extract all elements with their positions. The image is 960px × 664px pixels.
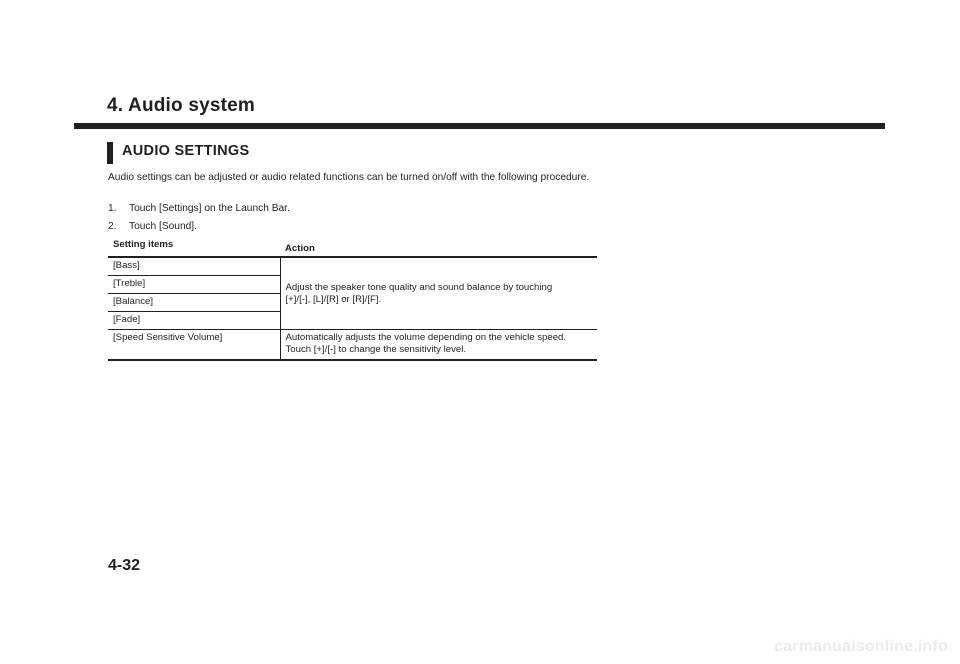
action-text-line: Touch [+]/[-] to change the sensitivity level. bbox=[285, 344, 467, 355]
table-row bbox=[108, 330, 597, 361]
intro-paragraph: Audio settings can be adjusted or audio related functions can be turned on/off with the following procedure. bbox=[108, 172, 590, 183]
step-text: Touch [Sound]. bbox=[129, 221, 197, 232]
step-number: 2. bbox=[108, 221, 117, 232]
watermark: carmanualsonline.info bbox=[773, 638, 948, 655]
table-header-row bbox=[108, 237, 597, 257]
setting-item-treble: [Treble] bbox=[108, 276, 280, 294]
step-item bbox=[108, 220, 197, 234]
setting-item-balance: [Balance] bbox=[108, 294, 280, 312]
action-text-line: [+]/[-], [L]/[R] or [R]/[F]. bbox=[285, 293, 382, 305]
header-setting-items: Setting items bbox=[108, 237, 280, 257]
setting-item-fade: [Fade] bbox=[108, 312, 280, 330]
setting-item-bass: [Bass] bbox=[108, 257, 280, 276]
section-marker-bar bbox=[107, 142, 113, 164]
settings-table bbox=[108, 237, 597, 361]
chapter-divider bbox=[74, 123, 885, 129]
header-action: Action bbox=[280, 237, 597, 257]
action-text-line: Adjust the speaker tone quality and sound balance by touching bbox=[285, 281, 553, 293]
step-item bbox=[108, 202, 290, 216]
chapter-title: 4. Audio system bbox=[107, 95, 256, 116]
action-text-line: Automatically adjusts the volume depending on the vehicle speed. bbox=[285, 332, 567, 343]
page-number: 4-32 bbox=[108, 557, 141, 574]
action-speaker-tone bbox=[280, 257, 597, 330]
setting-item-speed-sensitive-volume: [Speed Sensitive Volume] bbox=[108, 330, 280, 361]
action-speed-sensitive bbox=[280, 330, 597, 361]
table-row bbox=[108, 257, 597, 276]
section-title: AUDIO SETTINGS bbox=[122, 143, 250, 159]
step-text: Touch [Settings] on the Launch Bar. bbox=[129, 203, 290, 214]
step-number: 1. bbox=[108, 203, 117, 214]
